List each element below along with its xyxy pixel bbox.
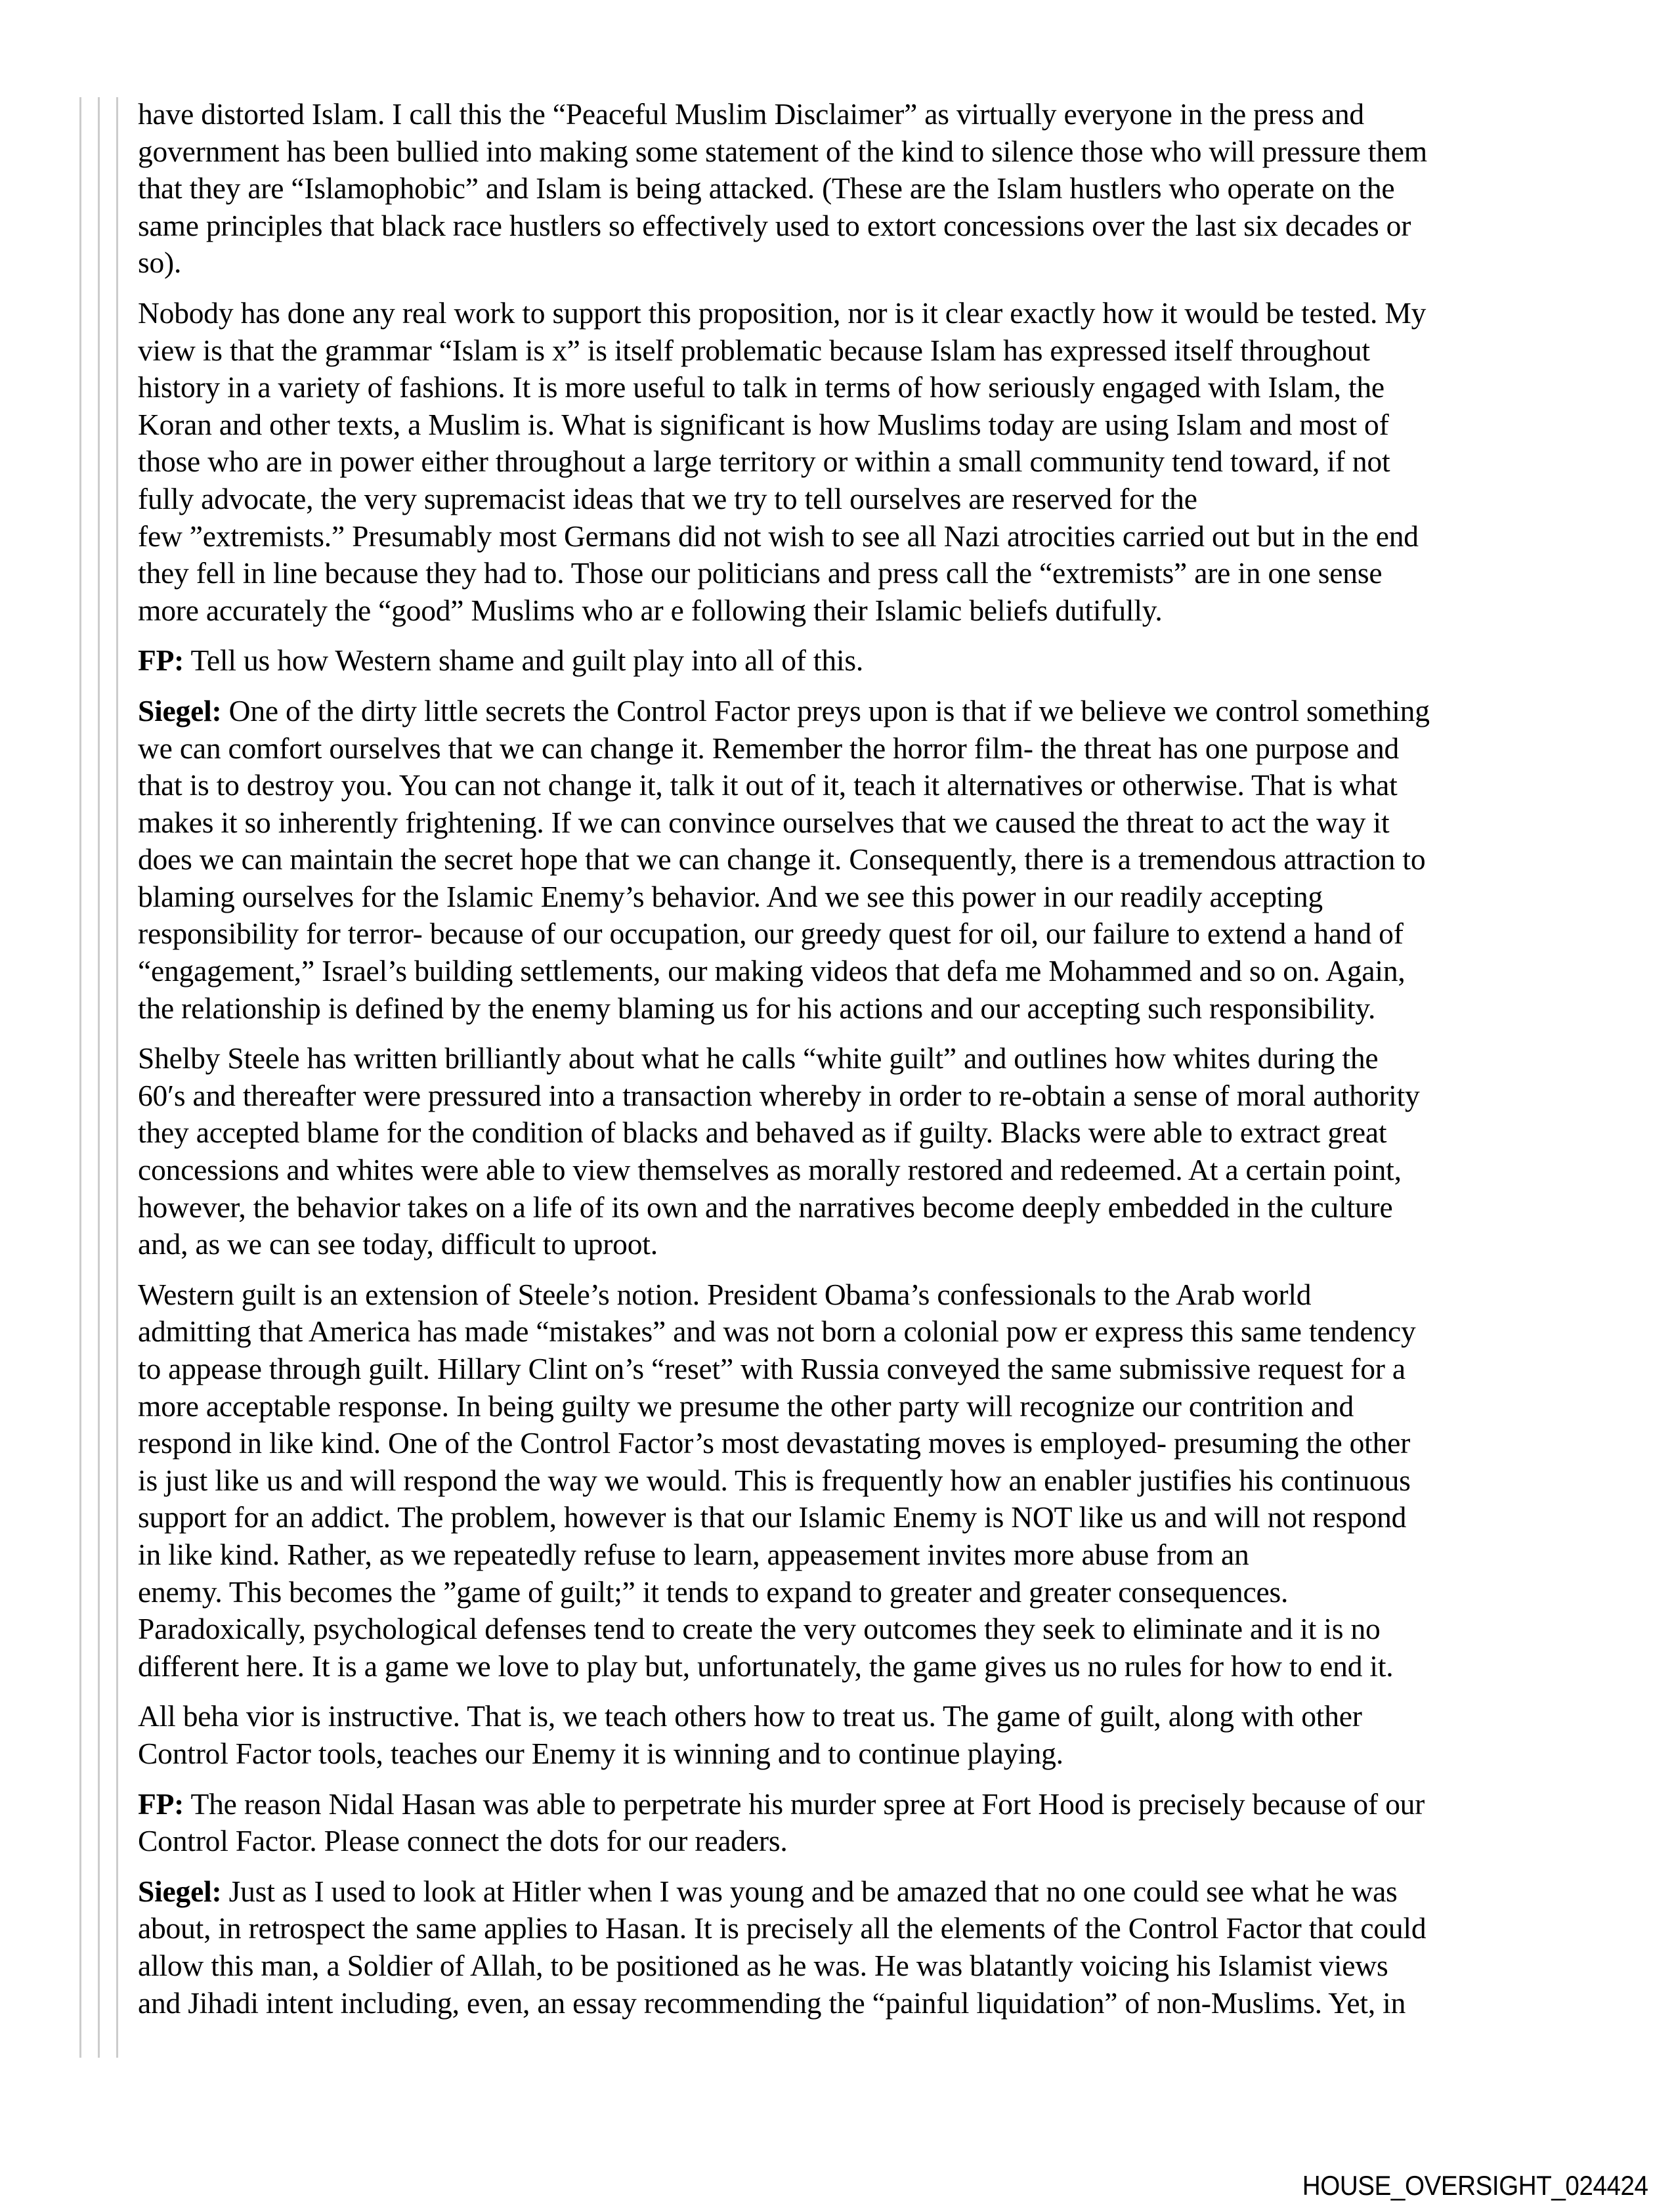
text-line: however, the behavior takes on a life of its own and the narratives become deeply embedded in the culture [138,1190,1393,1224]
text-line: that is to destroy you. You can not change it, talk it out of it, teach it alternatives or otherwise. That is what [138,768,1398,802]
answer-text: Just as I used to look at Hitler when I was young and be amazed that no one could see what he was [228,1874,1398,1908]
text-line: “engagement,” Israel’s building settlements, our making videos that defa me Mohammed and so on. Again, [138,954,1406,988]
text-line: they fell in line because they had to. Those our politicians and press call the “extremists” are in one sense [138,556,1383,590]
bates-stamp: HOUSE_OVERSIGHT_024424 [1302,2170,1648,2201]
text-line: concessions and whites were able to view themselves as morally restored and redeemed. At a certain point, [138,1153,1402,1187]
text-line: is just like us and will respond the way we would. This is frequently how an enabler justifies his continuous [138,1463,1411,1497]
speaker-label: FP: [138,643,184,678]
answer-text: One of the dirty little secrets the Control Factor preys upon is that if we believe we control something [228,693,1430,727]
paragraph [138,1276,1592,1685]
text-line: enemy. This becomes the ”game of guilt;” it tends to expand to greater and greater consequences. [138,1574,1289,1609]
text-line: so). [138,246,182,280]
interview-answer [138,693,1592,1027]
paragraph [138,1698,1592,1772]
text-line: fully advocate, the very supremacist ideas that we try to tell ourselves are reserved for the [138,481,1197,515]
text-line: more accurately the “good” Muslims who ar e following their Islamic beliefs dutifully. [138,593,1163,627]
text-line: Shelby Steele has written brilliantly about what he calls “white guilt” and outlines how whites during the [138,1041,1379,1075]
text-line: in like kind. Rather, as we repeatedly refuse to learn, appeasement invites more abuse from an [138,1537,1249,1571]
text-line [138,693,1592,730]
text-line: history in a variety of fashions. It is more useful to talk in terms of how seriously engaged with Islam, the [138,370,1384,404]
interview-answer [138,1873,1592,2022]
text-line: those who are in power either throughout a large territory or within a small community tend toward, if not [138,445,1390,479]
text-line: different here. It is a game we love to play but, unfortunately, the game gives us no rules for how to end it. [138,1649,1394,1683]
text-line: 60′s and thereafter were pressured into a transaction whereby in order to re-obtain a sense of moral authority [138,1078,1420,1112]
text-line: All beha vior is instructive. That is, we teach others how to treat us. The game of guilt, along with other [138,1699,1362,1733]
text-line: Koran and other texts, a Muslim is. What is significant is how Muslims today are using Islam and most of [138,407,1389,441]
speaker-label: FP: [138,1787,184,1821]
paragraph [138,96,1592,282]
text-line [138,1873,1592,1911]
text-line: responsibility for terror- because of our occupation, our greedy quest for oil, our failure to extend a hand of [138,917,1404,951]
paragraph [138,295,1592,629]
text-line: and, as we can see today, difficult to uproot. [138,1227,658,1261]
speaker-label: Siegel: [138,693,222,727]
margin-rule-2 [98,97,100,2058]
text-line: view is that the grammar “Islam is x” is itself problematic because Islam has expressed itself throughout [138,333,1370,367]
text-line: respond in like kind. One of the Control Factor’s most devastating moves is employed- presuming the other [138,1426,1411,1460]
text-line [138,1786,1592,1823]
interview-question [138,1786,1592,1860]
text-line: government has been bullied into making some statement of the kind to silence those who will pressure them [138,134,1427,168]
margin-rule-1 [79,97,81,2058]
text-line: does we can maintain the secret hope that we can change it. Consequently, there is a tremendous attraction to [138,842,1426,877]
text-line: admitting that America has made “mistakes” and was not born a colonial pow er express this same tendency [138,1314,1416,1349]
speaker-label: Siegel: [138,1874,222,1908]
question-text: The reason Nidal Hasan was able to perpetrate his murder spree at Fort Hood is precisely because of our [190,1787,1425,1821]
text-line: Western guilt is an extension of Steele’s notion. President Obama’s confessionals to the Arab world [138,1277,1312,1311]
text-line: few ”extremists.” Presumably most Germans did not wish to see all Nazi atrocities carried out but in the end [138,519,1419,553]
text-line: we can comfort ourselves that we can change it. Remember the horror film- the threat has one purpose and [138,731,1400,765]
text-line: they accepted blame for the condition of blacks and behaved as if guilty. Blacks were able to extract great [138,1116,1387,1150]
text-line: have distorted Islam. I call this the “Peaceful Muslim Disclaimer” as virtually everyone in the press and [138,97,1364,131]
question-text: Tell us how Western shame and guilt play into all of this. [190,643,864,678]
text-line: more acceptable response. In being guilty we presume the other party will recognize our contrition and [138,1389,1354,1423]
text-line: Paradoxically, psychological defenses tend to create the very outcomes they seek to eliminate and it is no [138,1612,1381,1646]
text-line: the relationship is defined by the enemy blaming us for his actions and our accepting such responsibility. [138,991,1376,1025]
text-line: about, in retrospect the same applies to Hasan. It is precisely all the elements of the Control Factor that could [138,1911,1427,1945]
paragraph [138,1040,1592,1263]
margin-rule-3 [116,97,118,2058]
document-body [138,96,1592,2035]
text-line: Control Factor tools, teaches our Enemy it is winning and to continue playing. [138,1736,1063,1770]
text-line: Nobody has done any real work to support this proposition, nor is it clear exactly how it would be tested. My [138,295,1427,330]
text-line: allow this man, a Soldier of Allah, to be positioned as he was. He was blatantly voicing his Islamist views [138,1948,1388,1982]
interview-question [138,642,1592,680]
text-line: to appease through guilt. Hillary Clint on’s “reset” with Russia conveyed the same submissive request for a [138,1352,1406,1385]
text-line: that they are “Islamophobic” and Islam is being attacked. (These are the Islam hustlers who operate on the [138,171,1395,206]
text-line: Control Factor. Please connect the dots for our readers. [138,1824,788,1858]
text-line: same principles that black race hustlers so effectively used to extort concessions over the last six decades or [138,208,1411,242]
text-line: blaming ourselves for the Islamic Enemy’s behavior. And we see this power in our readily accepting [138,879,1323,913]
text-line: and Jihadi intent including, even, an essay recommending the “painful liquidation” of non-Muslims. Yet, in [138,1985,1406,2020]
text-line [138,642,1592,680]
text-line: support for an addict. The problem, however is that our Islamic Enemy is NOT like us and will not respond [138,1500,1407,1534]
text-line: makes it so inherently frightening. If we can convince ourselves that we caused the threat to act the way it [138,805,1390,839]
